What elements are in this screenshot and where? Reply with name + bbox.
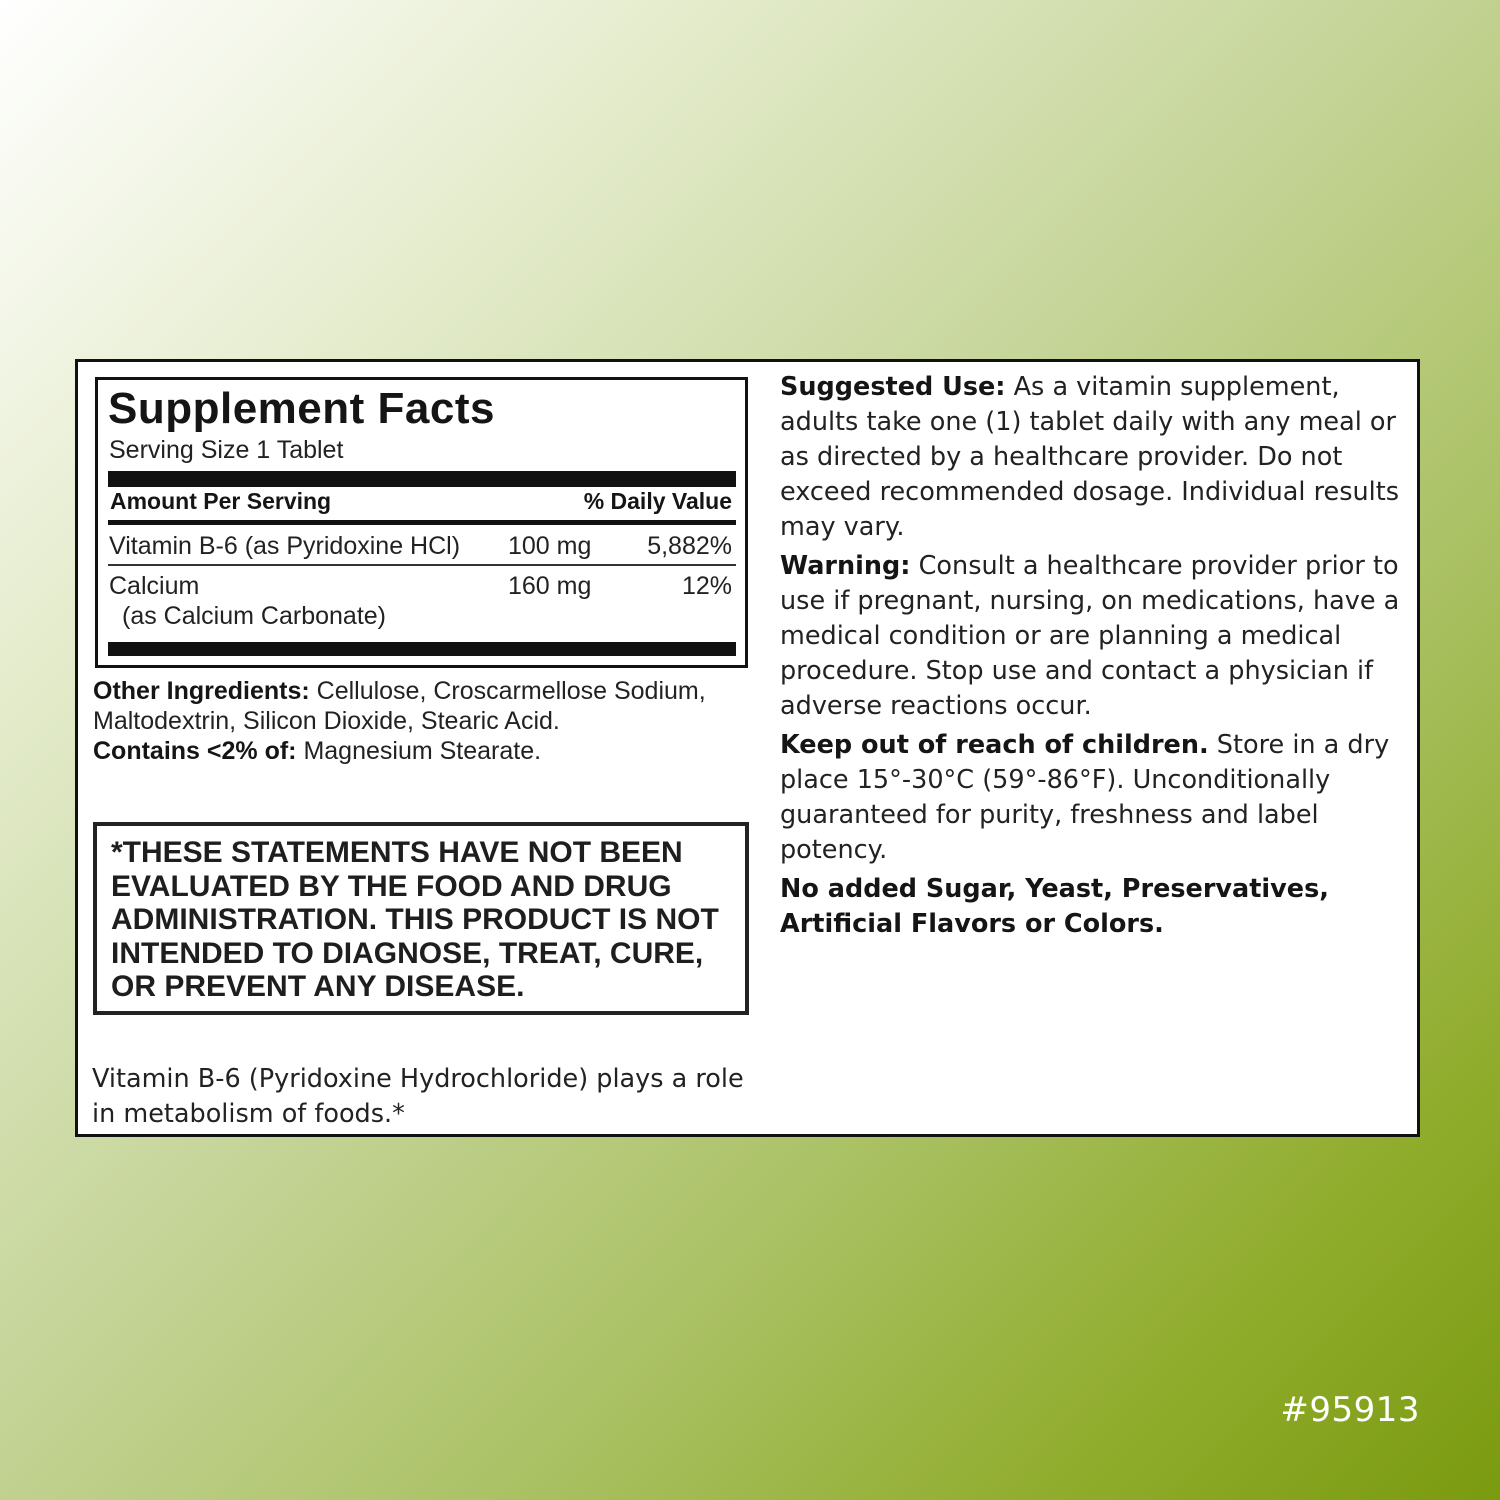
keep-out-of-reach-label: Keep out of reach of children. [780,730,1209,760]
other-ingredients-text: Cellulose, Croscarmellose Sodium, Maltodextrin, Silicon Dioxide, Stearic Acid. [93,677,706,735]
nutrient-source: (as Calcium Carbonate) [122,602,386,630]
suggested-use-text: As a vitamin supplement, adults take one (1) tablet daily with any meal or as directed by a healthcare provider. Do not exceed recommended dosage. Individual results may vary. [780,372,1400,542]
serving-size: Serving Size 1 Tablet [109,436,344,464]
amount-per-serving-header: Amount Per Serving [110,488,332,514]
nutrient-daily-value: 5,882% [647,532,732,560]
nutrient-daily-value: 12% [681,572,732,600]
storage [780,728,1416,868]
suggested-use-label: Suggested Use: [780,372,1006,402]
nutrient-amount: 100 mg [508,532,592,560]
warning [780,549,1416,724]
contains-label: Contains <2% of: [93,737,297,765]
other-ingredients-label: Other Ingredients: [93,677,310,705]
directions-column [780,370,1416,946]
nutrient-amount: 160 mg [508,572,592,600]
no-added-statement: No added Sugar, Yeast, Preservatives, Artificial Flavors or Colors. [780,874,1329,939]
thick-divider [108,642,736,656]
supplement-facts-title: Supplement Facts [108,384,495,433]
other-ingredients [93,676,753,766]
thick-divider [108,471,736,487]
warning-label: Warning: [780,551,911,581]
nutrient-name: Calcium [109,572,200,600]
label-panel [75,359,1420,1137]
daily-value-header: % Daily Value [583,488,732,514]
fda-disclaimer: *THESE STATEMENTS HAVE NOT BEEN EVALUATED BY THE FOOD AND DRUG ADMINISTRATION. THIS PRODUCT IS NOT INTENDED TO DIAGNOSE, TREAT, CURE, OR PREVENT ANY DISEASE. [93,822,749,1015]
contains-text: Magnesium Stearate. [296,737,542,765]
product-code: #95913 [1280,1390,1420,1430]
medium-divider [108,520,736,525]
row-divider [108,564,736,566]
suggested-use [780,370,1416,545]
supplement-facts-panel [95,377,748,668]
nutrient-name: Vitamin B-6 (as Pyridoxine HCl) [109,532,461,560]
vitamin-b6-note: Vitamin B-6 (Pyridoxine Hydrochloride) plays a role in metabolism of foods.* [92,1064,744,1129]
warning-text: Consult a healthcare provider prior to use if pregnant, nursing, on medications, have a medical condition or are planning a medical procedure. Stop use and contact a physician if adverse reactions occur. [780,551,1400,721]
storage-text: Store in a dry place 15°-30°C (59°-86°F). Unconditionally guaranteed for purity, freshness and label potency. [780,730,1390,865]
